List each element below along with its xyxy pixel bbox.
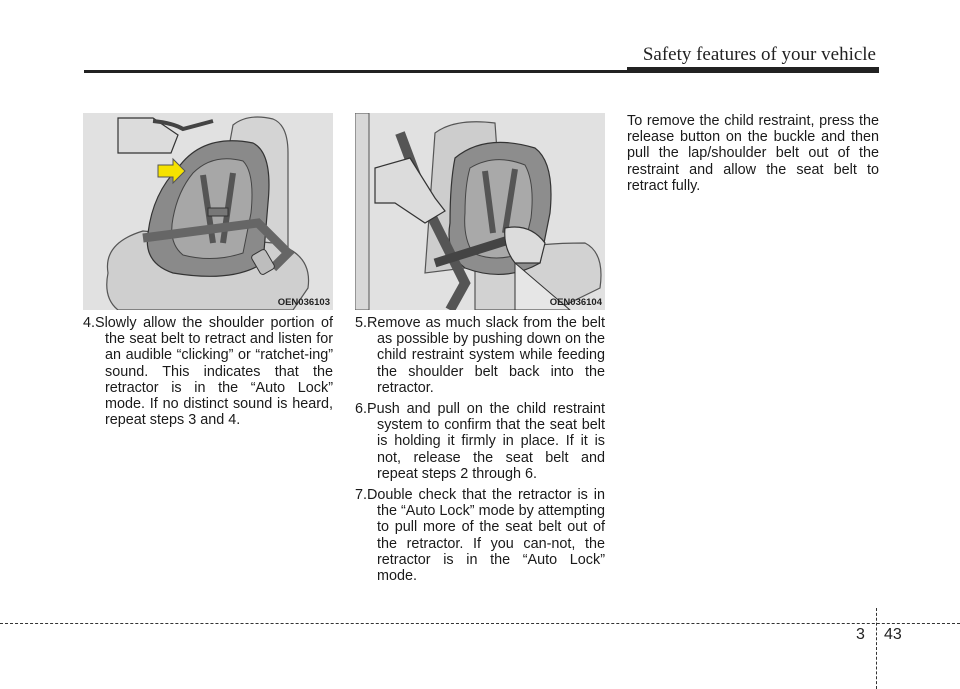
column-2-text (355, 315, 605, 589)
remove-restraint-paragraph: To remove the child restraint, press the release button on the buckle and then pull the lap/shoulder belt out of the restraint and allow the seat belt to retract fully. (627, 113, 879, 194)
chapter-number: 3 (856, 626, 865, 643)
step-5: 5.Remove as much slack from the belt as possible by pushing down on the child restraint system while feeding the shoulder belt back into the retractor. (355, 315, 606, 396)
footer-page-divider (876, 608, 877, 689)
figure-code: OEN036104 (549, 297, 602, 308)
step-6: 6.Push and pull on the child restraint system to confirm that the seat belt is holding it firmly in place. If it is not, release the seat belt and repeat steps 2 through 6. (355, 401, 605, 482)
figure-code: OEN036103 (277, 297, 330, 308)
column-1-text (83, 315, 333, 433)
child-seat-illustration-1 (83, 113, 333, 310)
figure-remove-slack (355, 113, 605, 310)
child-seat-illustration-2 (355, 113, 605, 310)
step-4: 4.Slowly allow the shoulder portion of the seat belt to retract and listen for an audible “clicking” or “ratchet-ing” sound. This indicates that the retractor is in the “Auto Lock” mode. If no distinct sound is heard, repeat steps 3 and 4. (83, 315, 333, 429)
page-number: 43 (884, 626, 902, 643)
footer-dashed-rule (0, 623, 960, 624)
header-rule-accent (627, 67, 879, 73)
running-header-title: Safety features of your vehicle (642, 44, 876, 65)
column-3-text (627, 113, 879, 194)
step-7: 7.Double check that the retractor is in the “Auto Lock” mode by attempting to pull more of the seat belt out of the retractor. If you can-not, the retractor is in the “Auto Lock” mode. (355, 487, 605, 585)
figure-retractor-listen (83, 113, 333, 310)
